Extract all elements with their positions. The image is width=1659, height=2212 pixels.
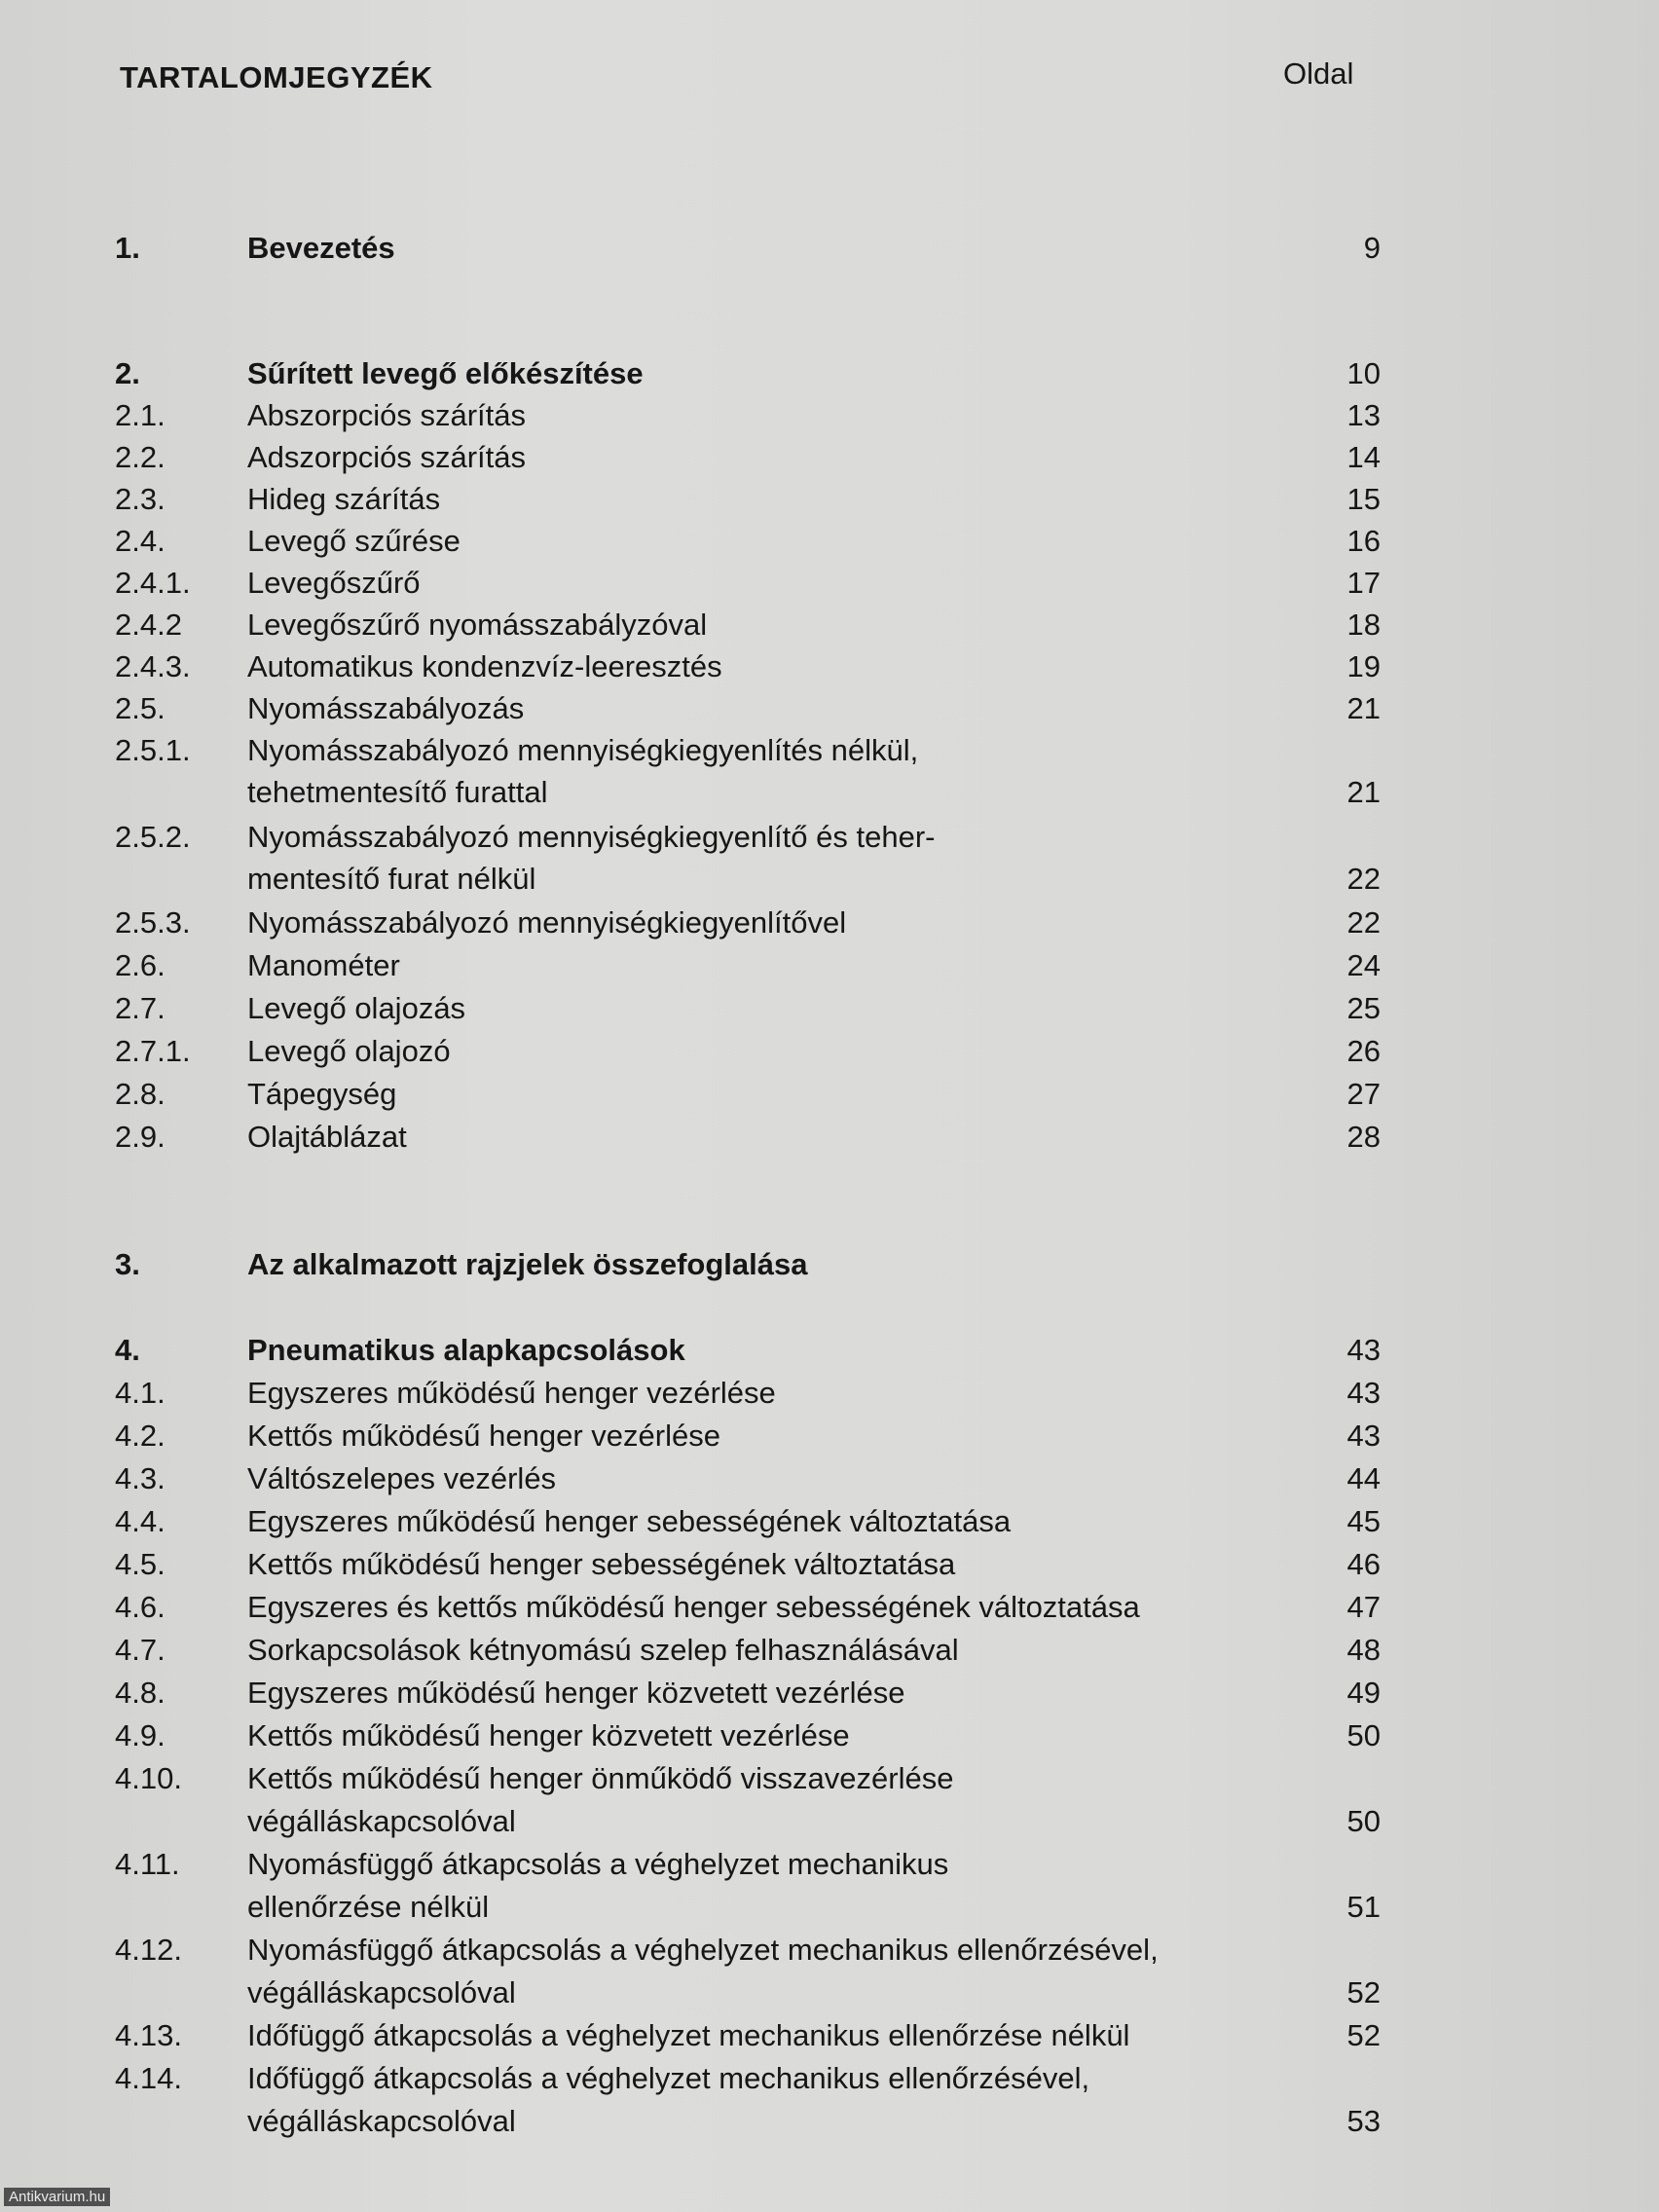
toc-title: Levegőszűrő (247, 566, 421, 600)
toc-title: Tápegység (247, 1077, 397, 1111)
toc-title: Időfüggő átkapcsolás a véghelyzet mechanikus ellenőrzése nélkül (247, 2018, 1130, 2052)
toc-title: Levegő olajozó (247, 1034, 451, 1068)
toc-number: 4.9. (115, 1718, 166, 1752)
toc-number: 4.2. (115, 1419, 166, 1453)
toc-entry (0, 440, 1659, 483)
toc-entry (0, 482, 1659, 525)
toc-title: Nyomásszabályozás (247, 691, 525, 725)
toc-entry (0, 649, 1659, 692)
toc-entry (0, 1547, 1659, 1590)
toc-entry-continuation (0, 1975, 1659, 2018)
toc-title: Adszorpciós szárítás (247, 440, 526, 474)
toc-number: 4.10. (115, 1761, 182, 1795)
toc-number: 2.7. (115, 991, 166, 1025)
toc-number: 2.4.1. (115, 566, 191, 600)
toc-title: Nyomásfüggő átkapcsolás a véghelyzet mechanikus (247, 1847, 949, 1881)
toc-page: 28 (1346, 1120, 1381, 1154)
toc-number: 4.13. (115, 2018, 182, 2052)
toc-number: 2.5. (115, 691, 166, 725)
toc-title: Levegő olajozás (247, 991, 466, 1025)
toc-title: Kettős működésű henger közvetett vezérlése (247, 1718, 850, 1752)
toc-number: 4.8. (115, 1676, 166, 1710)
toc-entry (0, 1504, 1659, 1547)
toc-entry (0, 2061, 1659, 2104)
toc-page: 21 (1346, 775, 1381, 809)
toc-entry (0, 2018, 1659, 2061)
toc-number: 4.1. (115, 1376, 166, 1410)
toc-entry-continuation (0, 1890, 1659, 1933)
toc-page: 14 (1346, 440, 1381, 474)
toc-page: 10 (1346, 356, 1381, 390)
toc-number: 4.11. (115, 1847, 180, 1881)
toc-title: tehetmentesítő furattal (247, 775, 548, 809)
toc-entry (0, 1933, 1659, 1975)
toc-number: 4.5. (115, 1547, 166, 1581)
toc-title: Pneumatikus alapkapcsolások (247, 1333, 685, 1367)
toc-entry (0, 1847, 1659, 1890)
toc-entry-continuation (0, 1804, 1659, 1847)
toc-number: 4.14. (115, 2061, 182, 2095)
toc-entry (0, 991, 1659, 1034)
toc-title: Váltószelepes vezérlés (247, 1461, 557, 1495)
toc-number: 4.4. (115, 1504, 166, 1538)
toc-page: 48 (1346, 1633, 1381, 1667)
toc-title: Időfüggő átkapcsolás a véghelyzet mechanikus ellenőrzésével, (247, 2061, 1090, 2095)
toc-title: ellenőrzése nélkül (247, 1890, 490, 1924)
toc-entry (0, 905, 1659, 948)
toc-number: 4.6. (115, 1590, 166, 1624)
toc-number: 4. (115, 1333, 140, 1367)
toc-entry (0, 231, 1659, 274)
toc-entry (0, 1633, 1659, 1676)
toc-number: 2.4. (115, 524, 166, 558)
toc-page: 46 (1346, 1547, 1381, 1581)
toc-entry (0, 524, 1659, 567)
toc-number: 3. (115, 1247, 140, 1281)
toc-entry (0, 1376, 1659, 1419)
toc-number: 4.12. (115, 1933, 182, 1967)
toc-number: 2.6. (115, 948, 166, 982)
toc-title: Hideg szárítás (247, 482, 441, 516)
toc-entry (0, 1761, 1659, 1804)
toc-entry (0, 820, 1659, 863)
toc-page: 13 (1346, 398, 1381, 432)
toc-page: 24 (1346, 948, 1381, 982)
toc-page: 19 (1346, 649, 1381, 683)
toc-number: 2.4.2 (115, 608, 182, 642)
toc-number: 2.3. (115, 482, 166, 516)
toc-entry (0, 608, 1659, 650)
toc-number: 2.5.3. (115, 905, 191, 940)
toc-title: Nyomásfüggő átkapcsolás a véghelyzet mechanikus ellenőrzésével, (247, 1933, 1159, 1967)
toc-entry (0, 566, 1659, 608)
page-title: TARTALOMJEGYZÉK (120, 60, 433, 94)
toc-page: 15 (1346, 482, 1381, 516)
toc-entry (0, 733, 1659, 776)
toc-page: 43 (1346, 1333, 1381, 1367)
toc-page: 25 (1346, 991, 1381, 1025)
toc-title: Az alkalmazott rajzjelek összefoglalása (247, 1247, 808, 1281)
toc-page: 22 (1346, 905, 1381, 940)
toc-page: 50 (1346, 1804, 1381, 1838)
toc-page: 49 (1346, 1676, 1381, 1710)
toc-number: 2.7.1. (115, 1034, 191, 1068)
toc-entry (0, 1120, 1659, 1162)
toc-title: Egyszeres működésű henger vezérlése (247, 1376, 776, 1410)
toc-number: 2.4.3. (115, 649, 191, 683)
toc-page: 22 (1346, 862, 1381, 896)
toc-title: Manométer (247, 948, 400, 982)
toc-page: 17 (1346, 566, 1381, 600)
toc-entry-continuation (0, 2104, 1659, 2147)
toc-title: Kettős működésű henger önműködő visszavezérlése (247, 1761, 954, 1795)
toc-number: 2. (115, 356, 140, 390)
page-column-label: Oldal (1283, 56, 1354, 91)
toc-title: végálláskapcsolóval (247, 2104, 516, 2138)
toc-title: Nyomásszabályozó mennyiségkiegyenlítővel (247, 905, 847, 940)
toc-entry (0, 1676, 1659, 1718)
toc-page: 16 (1346, 524, 1381, 558)
toc-title: Levegőszűrő nyomásszabályzóval (247, 608, 708, 642)
toc-title: Nyomásszabályozó mennyiségkiegyenlítő és teher- (247, 820, 936, 854)
toc-page: 53 (1346, 2104, 1381, 2138)
toc-entry (0, 948, 1659, 991)
toc-number: 2.2. (115, 440, 166, 474)
toc-page: 43 (1346, 1376, 1381, 1410)
toc-entry (0, 1333, 1659, 1376)
toc-title: Egyszeres működésű henger közvetett vezérlése (247, 1676, 905, 1710)
toc-title: Egyszeres és kettős működésű henger sebességének változtatása (247, 1590, 1140, 1624)
toc-title: Olajtáblázat (247, 1120, 407, 1154)
toc-entry (0, 1590, 1659, 1633)
toc-page: 27 (1346, 1077, 1381, 1111)
toc-entry (0, 356, 1659, 399)
toc-page: 51 (1346, 1890, 1381, 1924)
toc-page: 52 (1346, 2018, 1381, 2052)
toc-entry (0, 1034, 1659, 1077)
toc-entry (0, 1718, 1659, 1761)
toc-title: végálláskapcsolóval (247, 1975, 516, 2009)
toc-title: végálláskapcsolóval (247, 1804, 516, 1838)
toc-title: Abszorpciós szárítás (247, 398, 526, 432)
toc-title: Automatikus kondenzvíz-leeresztés (247, 649, 722, 683)
toc-entry (0, 1247, 1659, 1290)
toc-page: 18 (1346, 608, 1381, 642)
toc-title: Levegő szűrése (247, 524, 461, 558)
toc-title: Nyomásszabályozó mennyiségkiegyenlítés nélkül, (247, 733, 919, 767)
toc-page: 44 (1346, 1461, 1381, 1495)
toc-entry-continuation (0, 775, 1659, 818)
toc-entry (0, 1461, 1659, 1504)
toc-entry (0, 398, 1659, 441)
toc-page: 45 (1346, 1504, 1381, 1538)
toc-title: Kettős működésű henger sebességének változtatása (247, 1547, 956, 1581)
toc-page: 21 (1346, 691, 1381, 725)
toc-page: 47 (1346, 1590, 1381, 1624)
toc-number: 2.8. (115, 1077, 166, 1111)
toc-title: mentesítő furat nélkül (247, 862, 536, 896)
toc-entry (0, 1419, 1659, 1461)
toc-entry-continuation (0, 862, 1659, 904)
toc-title: Sorkapcsolások kétnyomású szelep felhasználásával (247, 1633, 959, 1667)
toc-number: 2.9. (115, 1120, 166, 1154)
toc-number: 2.5.1. (115, 733, 191, 767)
toc-title: Egyszeres működésű henger sebességének változtatása (247, 1504, 1012, 1538)
toc-number: 4.7. (115, 1633, 166, 1667)
toc-number: 2.5.2. (115, 820, 191, 854)
toc-number: 4.3. (115, 1461, 166, 1495)
toc-page: 26 (1346, 1034, 1381, 1068)
toc-title: Kettős működésű henger vezérlése (247, 1419, 720, 1453)
toc-title: Sűrített levegő előkészítése (247, 356, 644, 390)
toc-page: 50 (1346, 1718, 1381, 1752)
toc-entry (0, 1077, 1659, 1120)
toc-page: 52 (1346, 1975, 1381, 2009)
toc-title: Bevezetés (247, 231, 395, 265)
toc-number: 2.1. (115, 398, 166, 432)
toc-number: 1. (115, 231, 140, 265)
toc-entry (0, 691, 1659, 734)
watermark: Antikvarium.hu (4, 2188, 110, 2206)
toc-page: 9 (1363, 231, 1381, 265)
toc-page: 43 (1346, 1419, 1381, 1453)
